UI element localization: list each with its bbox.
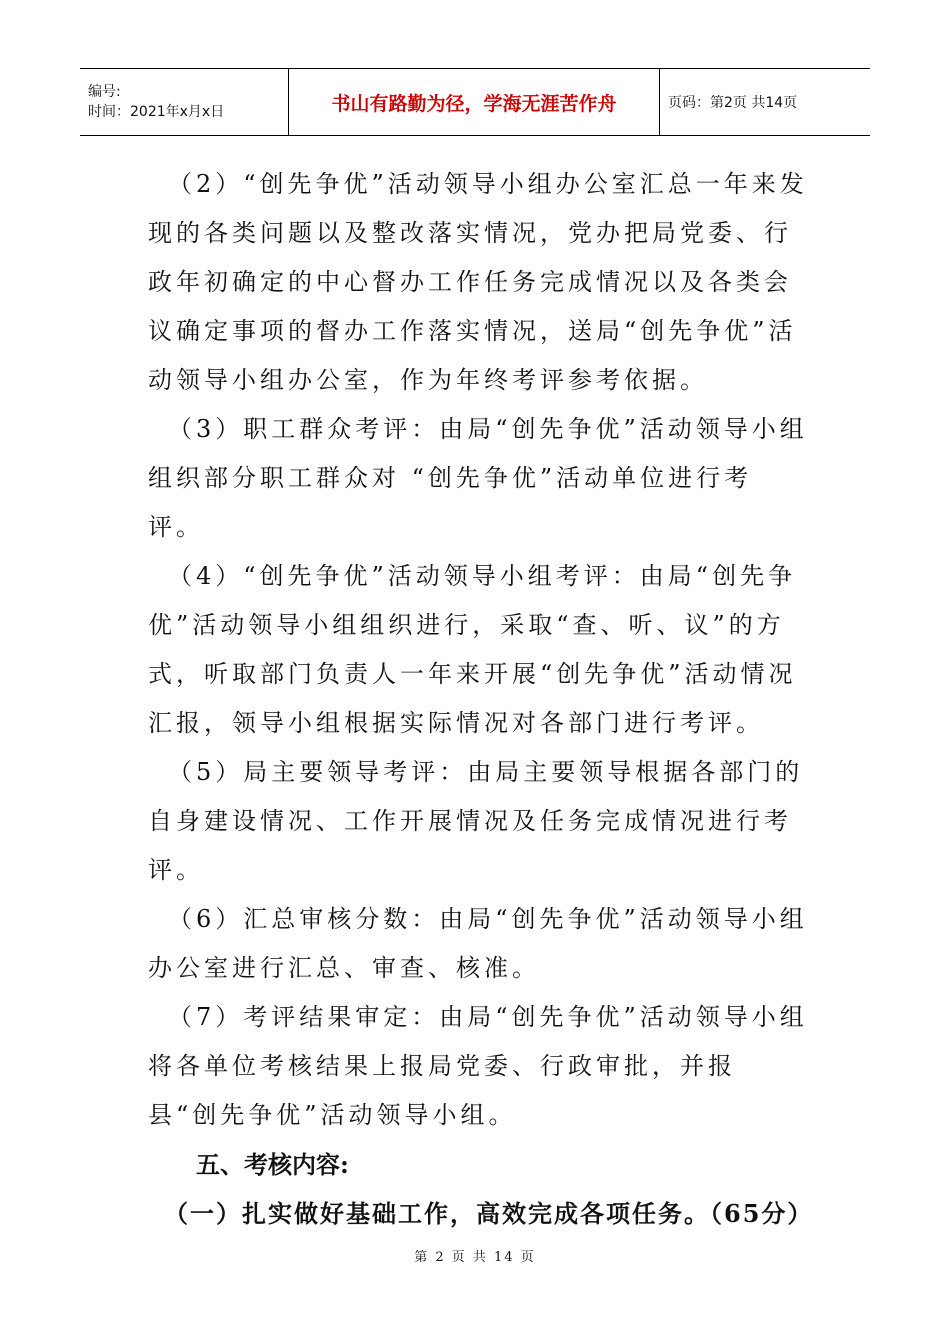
header-slogan: 书山有路勤为径，学海无涯苦作舟 <box>289 69 660 136</box>
header-meta-cell <box>80 69 289 136</box>
paragraph: （2）“创先争优”活动领导小组办公室汇总一年来发现的各类问题以及整改落实情况，党办把局党委、行政年初确定的中心督办工作任务完成情况以及各类会议确定事项的督办工作落实情况，送局“创先争优”活动领导小组办公室，作为年终考评参考依据。 <box>148 170 808 394</box>
page-footer: 第 2 页 共 14 页 <box>414 1250 536 1265</box>
section-heading: 五、考核内容: <box>196 1150 349 1179</box>
subsection-heading: （一）扎实做好基础工作，高效完成各项任务。（65分） <box>164 1199 814 1228</box>
document-body <box>148 160 814 1238</box>
paragraph: （6）汇总审核分数：由局“创先争优”活动领导小组办公室进行汇总、审查、核准。 <box>148 905 808 982</box>
document-header <box>80 68 870 136</box>
document-time-label: 时间：2021年x月x日 <box>88 104 225 120</box>
header-page-info: 页码：第2页 共14页 <box>668 95 798 111</box>
document-number-label: 编号: <box>88 84 121 100</box>
paragraph: （5）局主要领导考评：由局主要领导根据各部门的自身建设情况、工作开展情况及任务完成情况进行考评。 <box>148 758 804 884</box>
paragraph: （4）“创先争优”活动领导小组考评：由局“创先争优”活动领导小组组织进行，采取“查、听、议”的方式，听取部门负责人一年来开展“创先争优”活动情况汇报，领导小组根据实际情况对各部门进行考评。 <box>148 562 797 737</box>
paragraph: （3）职工群众考评：由局“创先争优”活动领导小组组织部分职工群众对 “创先争优”活动单位进行考评。 <box>148 415 808 541</box>
paragraph: （7）考评结果审定：由局“创先争优”活动领导小组将各单位考核结果上报局党委、行政审批，并报县“创先争优”活动领导小组。 <box>148 1003 808 1129</box>
